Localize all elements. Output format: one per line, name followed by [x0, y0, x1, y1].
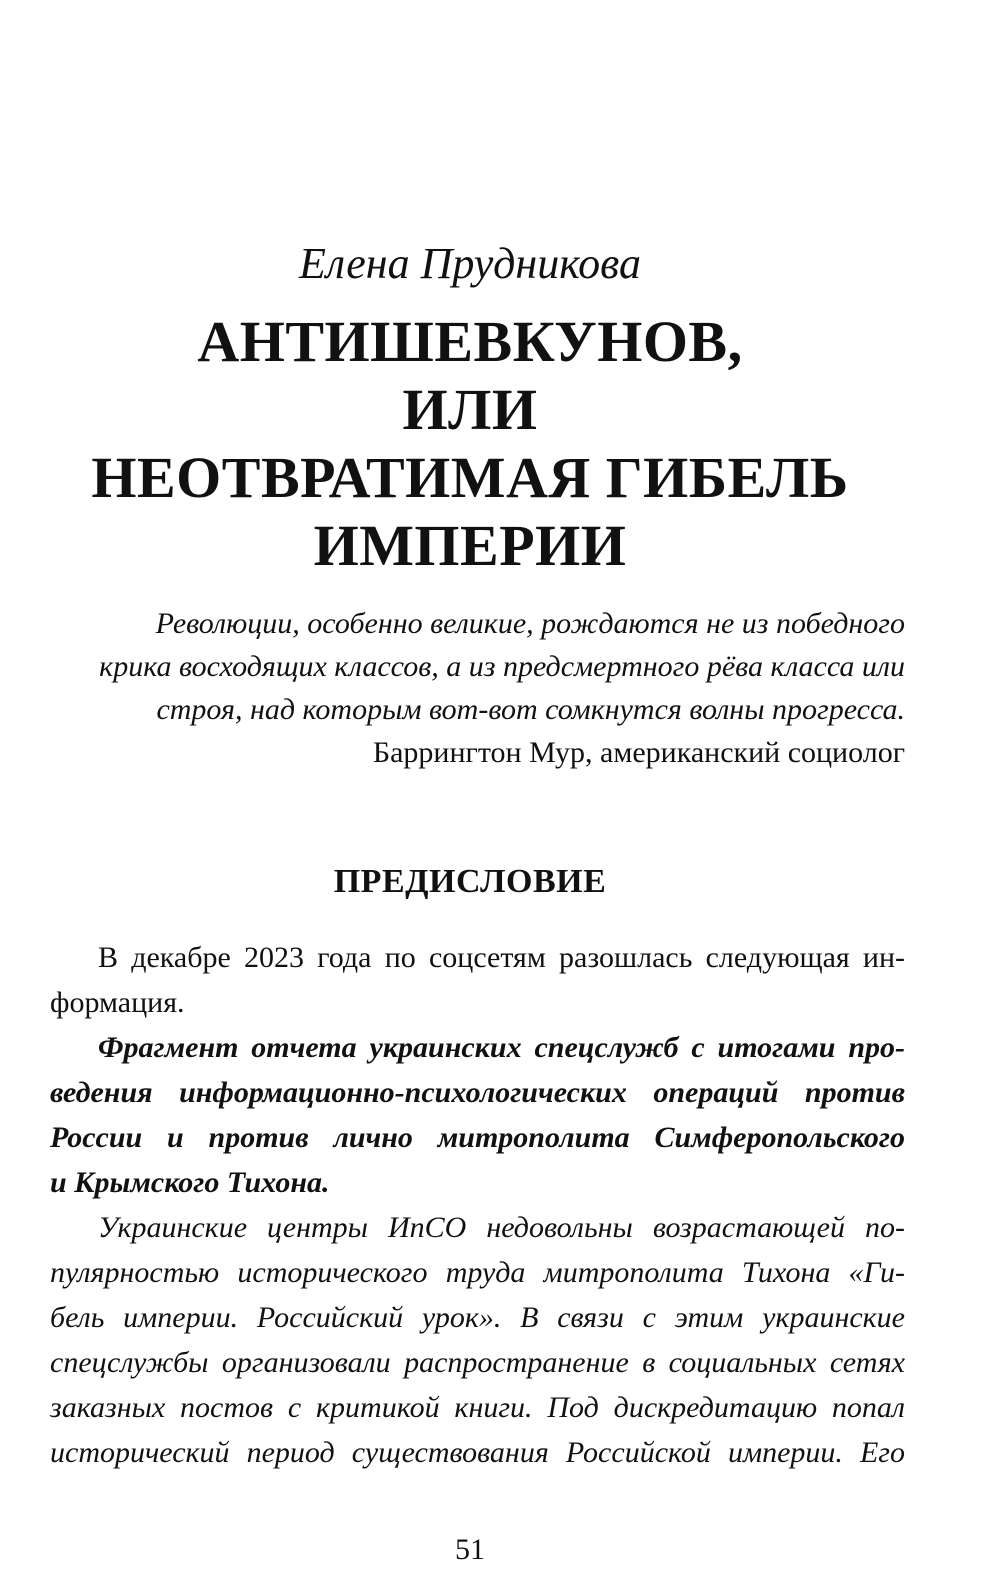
page-number: 51 — [455, 1533, 485, 1566]
title-line: ИЛИ — [402, 377, 538, 442]
text-line: Украинские центры ИпСО недовольны возрастающей по- — [98, 1211, 905, 1244]
author-name: Елена Прудникова — [299, 239, 641, 288]
text-line: ведения информационно-психологических операций против — [50, 1076, 905, 1109]
epigraph — [85, 602, 905, 774]
section-heading: ПРЕДИСЛОВИЕ — [333, 863, 607, 900]
text-line: формация. — [50, 986, 185, 1019]
epigraph-line: строя, над которым вот-вот сомкнутся волны прогресса. — [156, 693, 905, 726]
epigraph-attribution: Баррингтон Мур, американский социолог — [372, 736, 905, 769]
title-line: ИМПЕРИИ — [313, 513, 627, 578]
paragraph-italic — [50, 1205, 905, 1475]
text-line: заказных постов с критикой книги. Под дискредитацию попал — [50, 1391, 905, 1424]
chapter-title — [0, 308, 940, 580]
title-line: АНТИШЕВКУНОВ, — [197, 309, 743, 374]
epigraph-line: Революции, особенно великие, рождаются не из победного — [155, 607, 905, 640]
text-line: бель империи. Российский урок». В связи с этим украинские — [50, 1301, 905, 1334]
text-line: Фрагмент отчета украинских спецслужб с итогами про- — [98, 1031, 905, 1064]
epigraph-line: крика восходящих классов, а из предсмертного рёва класса или — [99, 650, 905, 683]
text-line: спецслужбы организовали распространение в социальных сетях — [50, 1346, 905, 1379]
text-line: В декабре 2023 года по соцсетям разошлась следующая ин- — [98, 941, 905, 974]
text-line: и Крымского Тихона. — [50, 1166, 330, 1199]
text-line: пулярностью исторического труда митрополита Тихона «Ги- — [50, 1256, 905, 1289]
paragraph — [50, 935, 905, 1025]
title-line: НЕОТВРАТИМАЯ ГИБЕЛЬ — [91, 445, 849, 510]
paragraph-emphasized — [50, 1025, 905, 1205]
text-line: исторический период существования Российской империи. Его — [50, 1436, 905, 1469]
text-line: России и против лично митрополита Симферопольского — [50, 1121, 905, 1154]
